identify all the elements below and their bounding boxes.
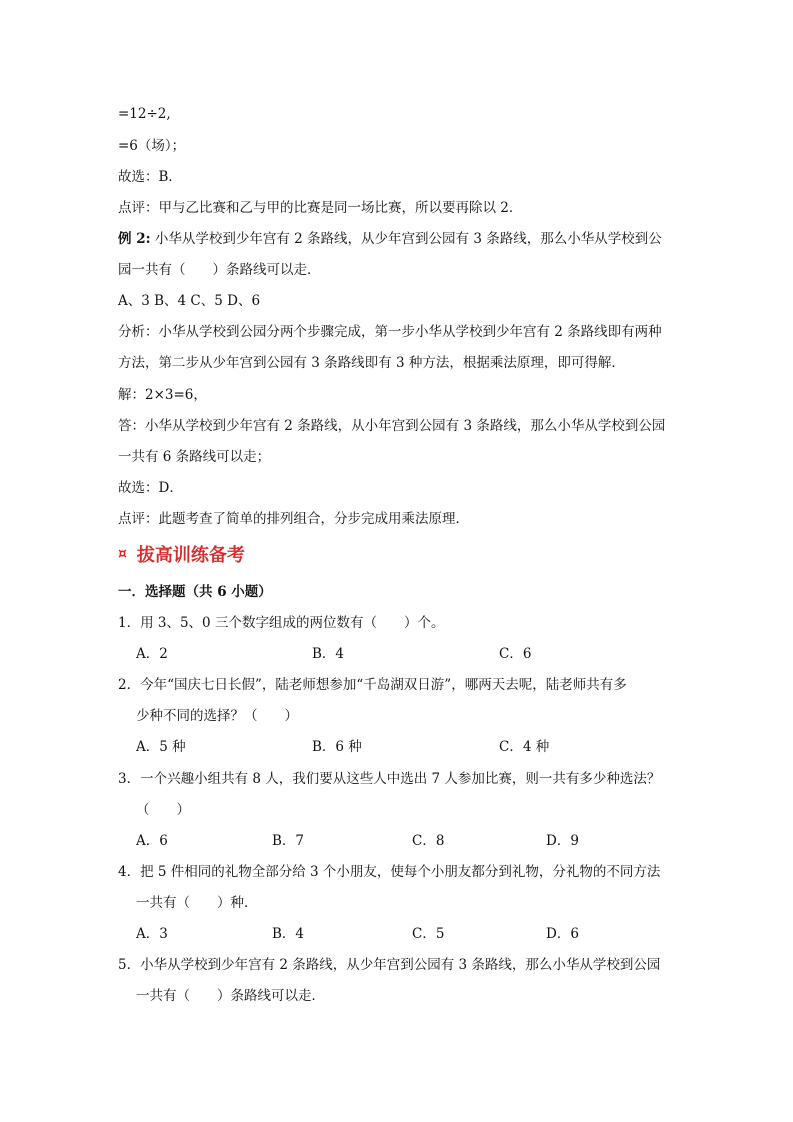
question-1-option-b: B．4 xyxy=(312,646,345,662)
question-2-text-2: 少种不同的选择？（ ） xyxy=(136,708,298,724)
section-title: 拔高训练备考 xyxy=(136,545,245,566)
example-2-options: A、3 B、4 C、5 D、6 xyxy=(118,293,261,309)
question-2-option-a: A．5 种 xyxy=(136,739,186,755)
question-5-text-2: 一共有（ ）条路线可以走． xyxy=(136,988,325,1004)
question-2-option-c: C．4 种 xyxy=(499,739,550,755)
solution-line: 解：2×3=6， xyxy=(118,387,207,403)
question-1-option-a: A．2 xyxy=(136,646,168,662)
question-4-text-2: 一共有（ ）种． xyxy=(136,895,258,911)
choose-line-2: 故选：D． xyxy=(118,480,183,496)
calc-line-2: =6（场）； xyxy=(118,138,186,154)
question-3-option-c: C．8 xyxy=(412,833,445,849)
review-line-1: 点评：甲与乙比赛和乙与甲的比赛是同一场比赛，所以要再除以 2． xyxy=(118,200,523,216)
section-subtitle: 一．选择题（共 6 小题） xyxy=(118,584,272,600)
section-mark-icon: ¤ xyxy=(118,546,127,562)
question-3-option-a: A．6 xyxy=(136,833,168,849)
question-4-text-1: 4．把 5 件相同的礼物全部分给 3 个小朋友，使每个小朋友都分到礼物，分礼物的不同方法 xyxy=(118,864,661,880)
example-2-label: 例 2: xyxy=(118,231,151,247)
section-heading xyxy=(118,541,245,567)
question-2-option-b: B．6 种 xyxy=(312,739,362,755)
review-line-2: 点评：此题考查了简单的排列组合，分步完成用乘法原理． xyxy=(118,511,469,527)
question-4-option-a: A．3 xyxy=(136,926,168,942)
question-3-option-d: D．9 xyxy=(546,833,579,849)
question-3-text-1: 3．一个兴趣小组共有 8 人，我们要从这些人中选出 7 人参加比赛，则一共有多少种选法？ xyxy=(118,771,661,787)
question-1-text: 1．用 3、5、0 三个数字组成的两位数有（ ）个。 xyxy=(118,615,445,631)
answer-line-2: 一共有 6 条路线可以走； xyxy=(118,449,271,465)
analysis-line-1: 分析：小华从学校到公园分两个步骤完成，第一步小华从学校到少年宫有 2 条路线即有两种 xyxy=(118,324,662,340)
calc-line-1: =12÷2, xyxy=(118,106,171,122)
answer-line-1: 答：小华从学校到少年宫有 2 条路线，从小年宫到公园有 3 条路线，那么小华从学校到公园 xyxy=(118,418,666,434)
question-1-option-c: C．6 xyxy=(499,646,532,662)
question-3-option-b: B．7 xyxy=(272,833,305,849)
question-5-text-1: 5．小华从学校到少年宫有 2 条路线，从少年宫到公园有 3 条路线，那么小华从学校到公园 xyxy=(118,957,661,973)
example-2-line-1 xyxy=(118,229,662,249)
analysis-line-2: 方法，第二步从少年宫到公园有 3 条路线即有 3 种方法，根据乘法原理，即可得解． xyxy=(118,355,625,371)
question-3-text-2: （ ） xyxy=(136,802,190,818)
question-4-option-b: B．4 xyxy=(272,926,305,942)
example-2-line-2: 园一共有（ ）条路线可以走． xyxy=(118,262,321,278)
question-2-text-1: 2．今年“国庆七日长假”，陆老师想参加“千岛湖双日游”，哪两天去呢，陆老师共有多 xyxy=(118,677,627,693)
choose-line-1: 故选：B． xyxy=(118,169,182,185)
example-2-text: 小华从学校到少年宫有 2 条路线，从少年宫到公园有 3 条路线，那么小华从学校到公 xyxy=(150,231,662,247)
question-4-option-d: D．6 xyxy=(546,926,579,942)
question-4-option-c: C．5 xyxy=(412,926,445,942)
